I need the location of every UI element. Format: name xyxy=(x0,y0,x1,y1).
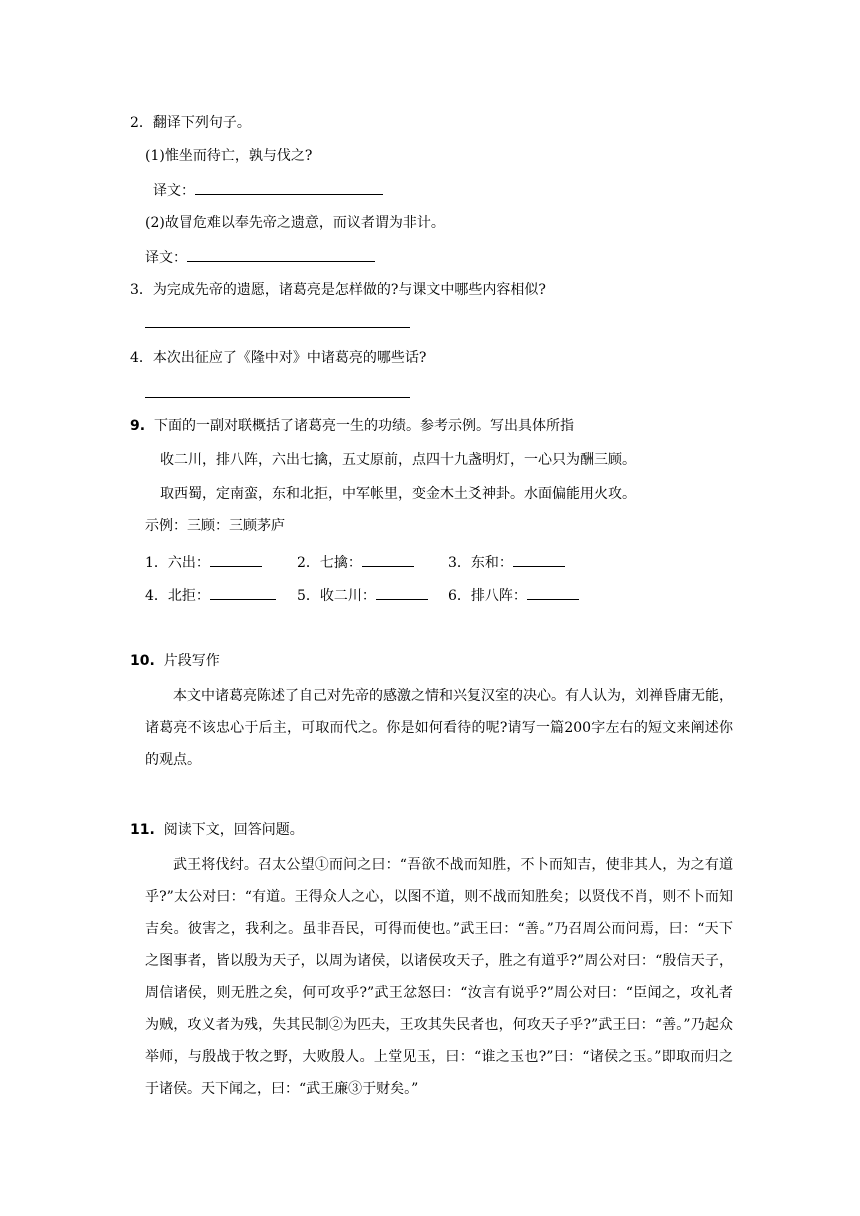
q9-item-6-label: 6．排八阵： xyxy=(448,588,527,604)
q9-item-6 xyxy=(448,585,579,606)
q9-item-4-label: 4．北拒： xyxy=(145,588,210,604)
q9-item-5-blank[interactable] xyxy=(376,585,428,600)
q3-text: 3．为完成先帝的遗愿，诸葛亮是怎样做的?与课文中哪些内容相似? xyxy=(130,282,546,298)
q10-heading xyxy=(130,651,220,671)
q9-number: 9. xyxy=(130,418,146,434)
q9-item-1-label: 1．六出： xyxy=(145,555,210,571)
q9-item-4 xyxy=(145,585,276,606)
q9-item-1-blank[interactable] xyxy=(210,552,262,567)
q9-item-5-label: 5．收二川： xyxy=(297,588,376,604)
q9-item-4-blank[interactable] xyxy=(210,585,276,600)
q2-translation-1-blank[interactable] xyxy=(195,180,383,195)
q9-item-2-label: 2．七擒： xyxy=(297,555,362,571)
q2-translation-2-blank[interactable] xyxy=(187,247,375,262)
q2-translation-2-row xyxy=(145,247,375,268)
q9-heading xyxy=(130,416,574,436)
q2-sentence-2: (2)故冒危难以奉先帝之遗意，而议者谓为非计。 xyxy=(145,215,445,231)
q9-item-3 xyxy=(448,552,565,573)
q4-text: 4．本次出征应了《隆中对》中诸葛亮的哪些话? xyxy=(130,350,427,366)
q2-sentence-1: (1)惟坐而待亡，孰与伐之? xyxy=(145,148,313,164)
q2-translation-1-label: 译文： xyxy=(153,183,195,199)
q9-example: 示例：三顾：三顾茅庐 xyxy=(145,518,285,534)
q11-number: 11. xyxy=(130,822,155,838)
q9-item-1 xyxy=(145,552,262,573)
q3-answer-line[interactable] xyxy=(145,327,410,328)
q11-title: 阅读下文，回答问题。 xyxy=(163,822,304,838)
q10-title: 片段写作 xyxy=(163,653,220,669)
q9-item-3-blank[interactable] xyxy=(513,552,565,567)
q9-title: 下面的一副对联概括了诸葛亮一生的功绩。参考示例。写出具体所指 xyxy=(153,418,574,434)
q9-item-2-blank[interactable] xyxy=(362,552,414,567)
q9-couplet-1: 收二川，排八阵，六出七擒，五丈原前，点四十九盏明灯，一心只为酬三顾。 xyxy=(160,452,636,468)
q4-answer-line[interactable] xyxy=(145,397,410,398)
q9-couplet-2: 取西蜀，定南蛮，东和北拒，中军帐里，变金木土爻神卦。水面偏能用火攻。 xyxy=(160,486,636,502)
q10-number: 10. xyxy=(130,653,155,669)
q2-title: 2．翻译下列句子。 xyxy=(130,115,251,131)
q11-heading xyxy=(130,820,304,840)
q9-item-6-blank[interactable] xyxy=(527,585,579,600)
q11-passage: 武王将伐纣。召太公望①而问之曰：“吾欲不战而知胜，不卜而知吉，使非其人，为之有道乎?”太公对曰：“有道。王得众人之心，以图不道，则不战而知胜矣；以贤伐不肖，则不卜而知吉矣。彼害之，我利之。虽非吾民，可得而使也。”武王曰：“善。”乃召周公而问焉，曰：“天下之图事者，皆以殷为天子，以周为诸侯，以诸侯攻天子，胜之有道乎?”周公对曰：“殷信天子，周信诸侯，则无胜之矣，何可攻乎?”武王忿怒曰：“汝言有说乎?”周公对曰：“臣闻之，攻礼者为贼，攻义者为残，失其民制②为匹夫，王攻其失民者也，何攻天子乎?”武王曰：“善。”乃起众举师，与殷战于牧之野，大败殷人。上堂见玉，曰：“谁之玉也?”曰：“诸侯之玉。”即取而归之于诸侯。天下闻之，曰：“武王廉③于财矣。” xyxy=(145,857,733,1097)
q9-item-2 xyxy=(297,552,414,573)
q2-translation-1-row xyxy=(153,180,383,201)
q9-item-3-label: 3．东和： xyxy=(448,555,513,571)
q10-body: 本文中诸葛亮陈述了自己对先帝的感激之情和兴复汉室的决心。有人认为，刘禅昏庸无能，诸葛亮不该忠心于后主，可取而代之。你是如何看待的呢?请写一篇200字左右的短文来阐述你的观点。 xyxy=(145,688,733,768)
q9-item-5 xyxy=(297,585,428,606)
q2-translation-2-label: 译文： xyxy=(145,250,187,266)
